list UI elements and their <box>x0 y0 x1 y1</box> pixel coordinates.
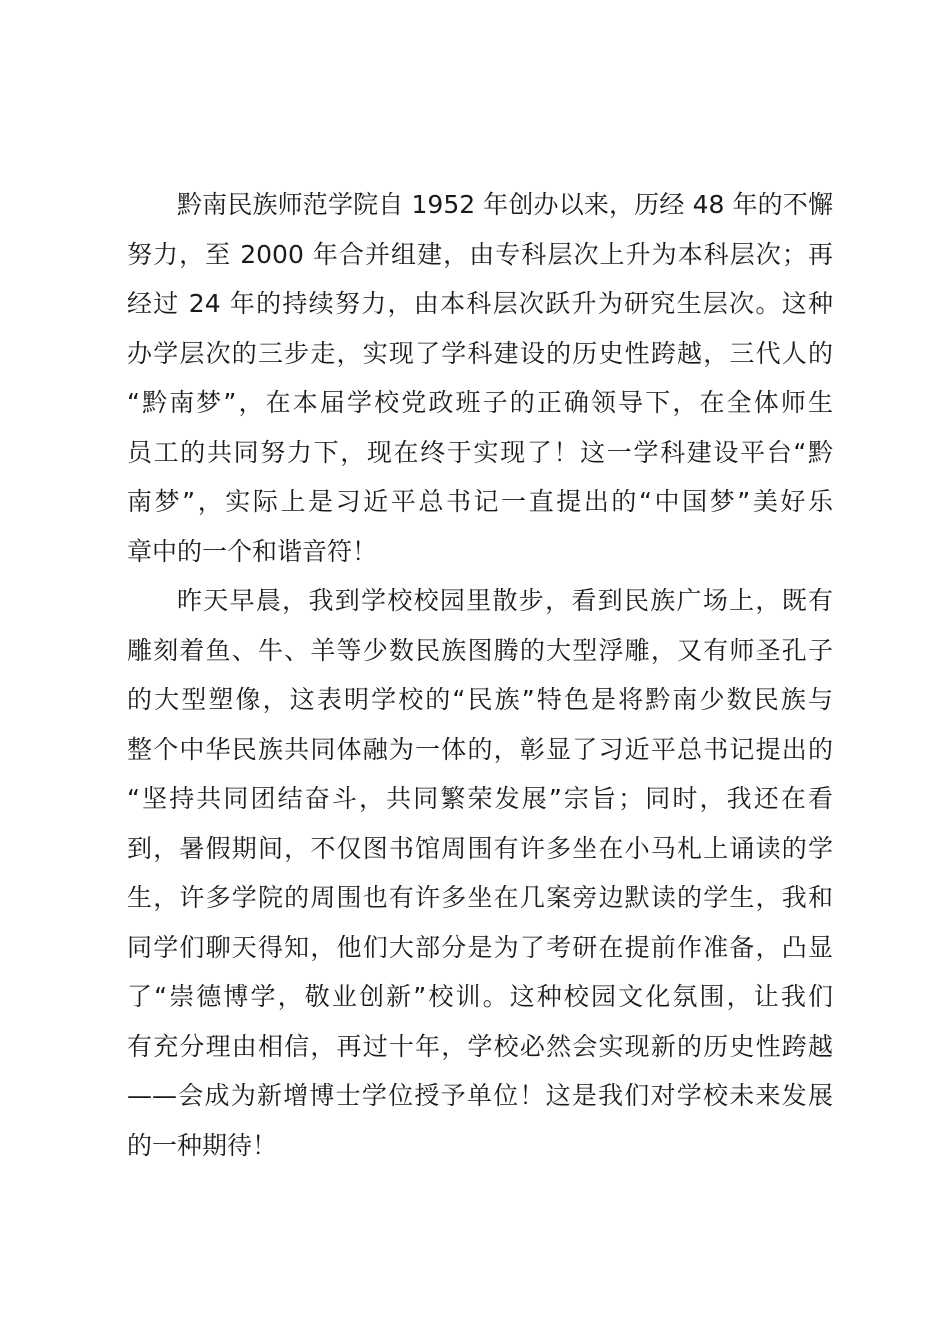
text-line: 昨天早晨，我到学校校园里散步，看到民族广场上，既有 <box>177 586 833 615</box>
text-line: ——会成为新增博士学位授予单位！这是我们对学校未来发展 <box>127 1081 833 1110</box>
text-line: 员工的共同努力下，现在终于实现了！这一学科建设平台“黔 <box>127 437 833 467</box>
text-line: 经过 24 年的持续努力，由本科层次跃升为研究生层次。这种 <box>127 289 833 318</box>
text-line: 同学们聊天得知，他们大部分是为了考研在提前作准备，凸显 <box>127 932 833 962</box>
text-line: 整个中华民族共同体融为一体的，彰显了习近平总书记提出的 <box>127 734 833 764</box>
paragraph-2 <box>127 576 833 1170</box>
text-line: 了“崇德博学，敬业创新”校训。这种校园文化氛围，让我们 <box>127 982 833 1011</box>
text-line: 章中的一个和谐音符！ <box>127 536 378 566</box>
document-body <box>127 180 833 1170</box>
text-line: “黔南梦”，在本届学校党政班子的正确领导下，在全体师生 <box>127 388 833 417</box>
text-line: 黔南民族师范学院自 1952 年创办以来，历经 48 年的不懈 <box>177 190 833 219</box>
text-line: 办学层次的三步走，实现了学科建设的历史性跨越，三代人的 <box>127 338 833 368</box>
text-line: 雕刻着鱼、牛、羊等少数民族图腾的大型浮雕，又有师圣孔子 <box>127 635 833 665</box>
paragraph-1 <box>127 180 833 576</box>
text-line: 努力，至 2000 年合并组建，由专科层次上升为本科层次；再 <box>127 239 833 269</box>
text-line: 的一种期待！ <box>127 1130 278 1160</box>
text-line: 南梦”，实际上是习近平总书记一直提出的“中国梦”美好乐 <box>127 487 833 516</box>
text-line: 有充分理由相信，再过十年，学校必然会实现新的历史性跨越 <box>127 1031 833 1061</box>
text-line: 到，暑假期间，不仅图书馆周围有许多坐在小马札上诵读的学 <box>127 833 833 863</box>
text-line: “坚持共同团结奋斗，共同繁荣发展”宗旨；同时，我还在看 <box>127 784 833 813</box>
text-line: 的大型塑像，这表明学校的“民族”特色是将黔南少数民族与 <box>127 685 833 714</box>
text-line: 生，许多学院的周围也有许多坐在几案旁边默读的学生，我和 <box>127 883 833 912</box>
